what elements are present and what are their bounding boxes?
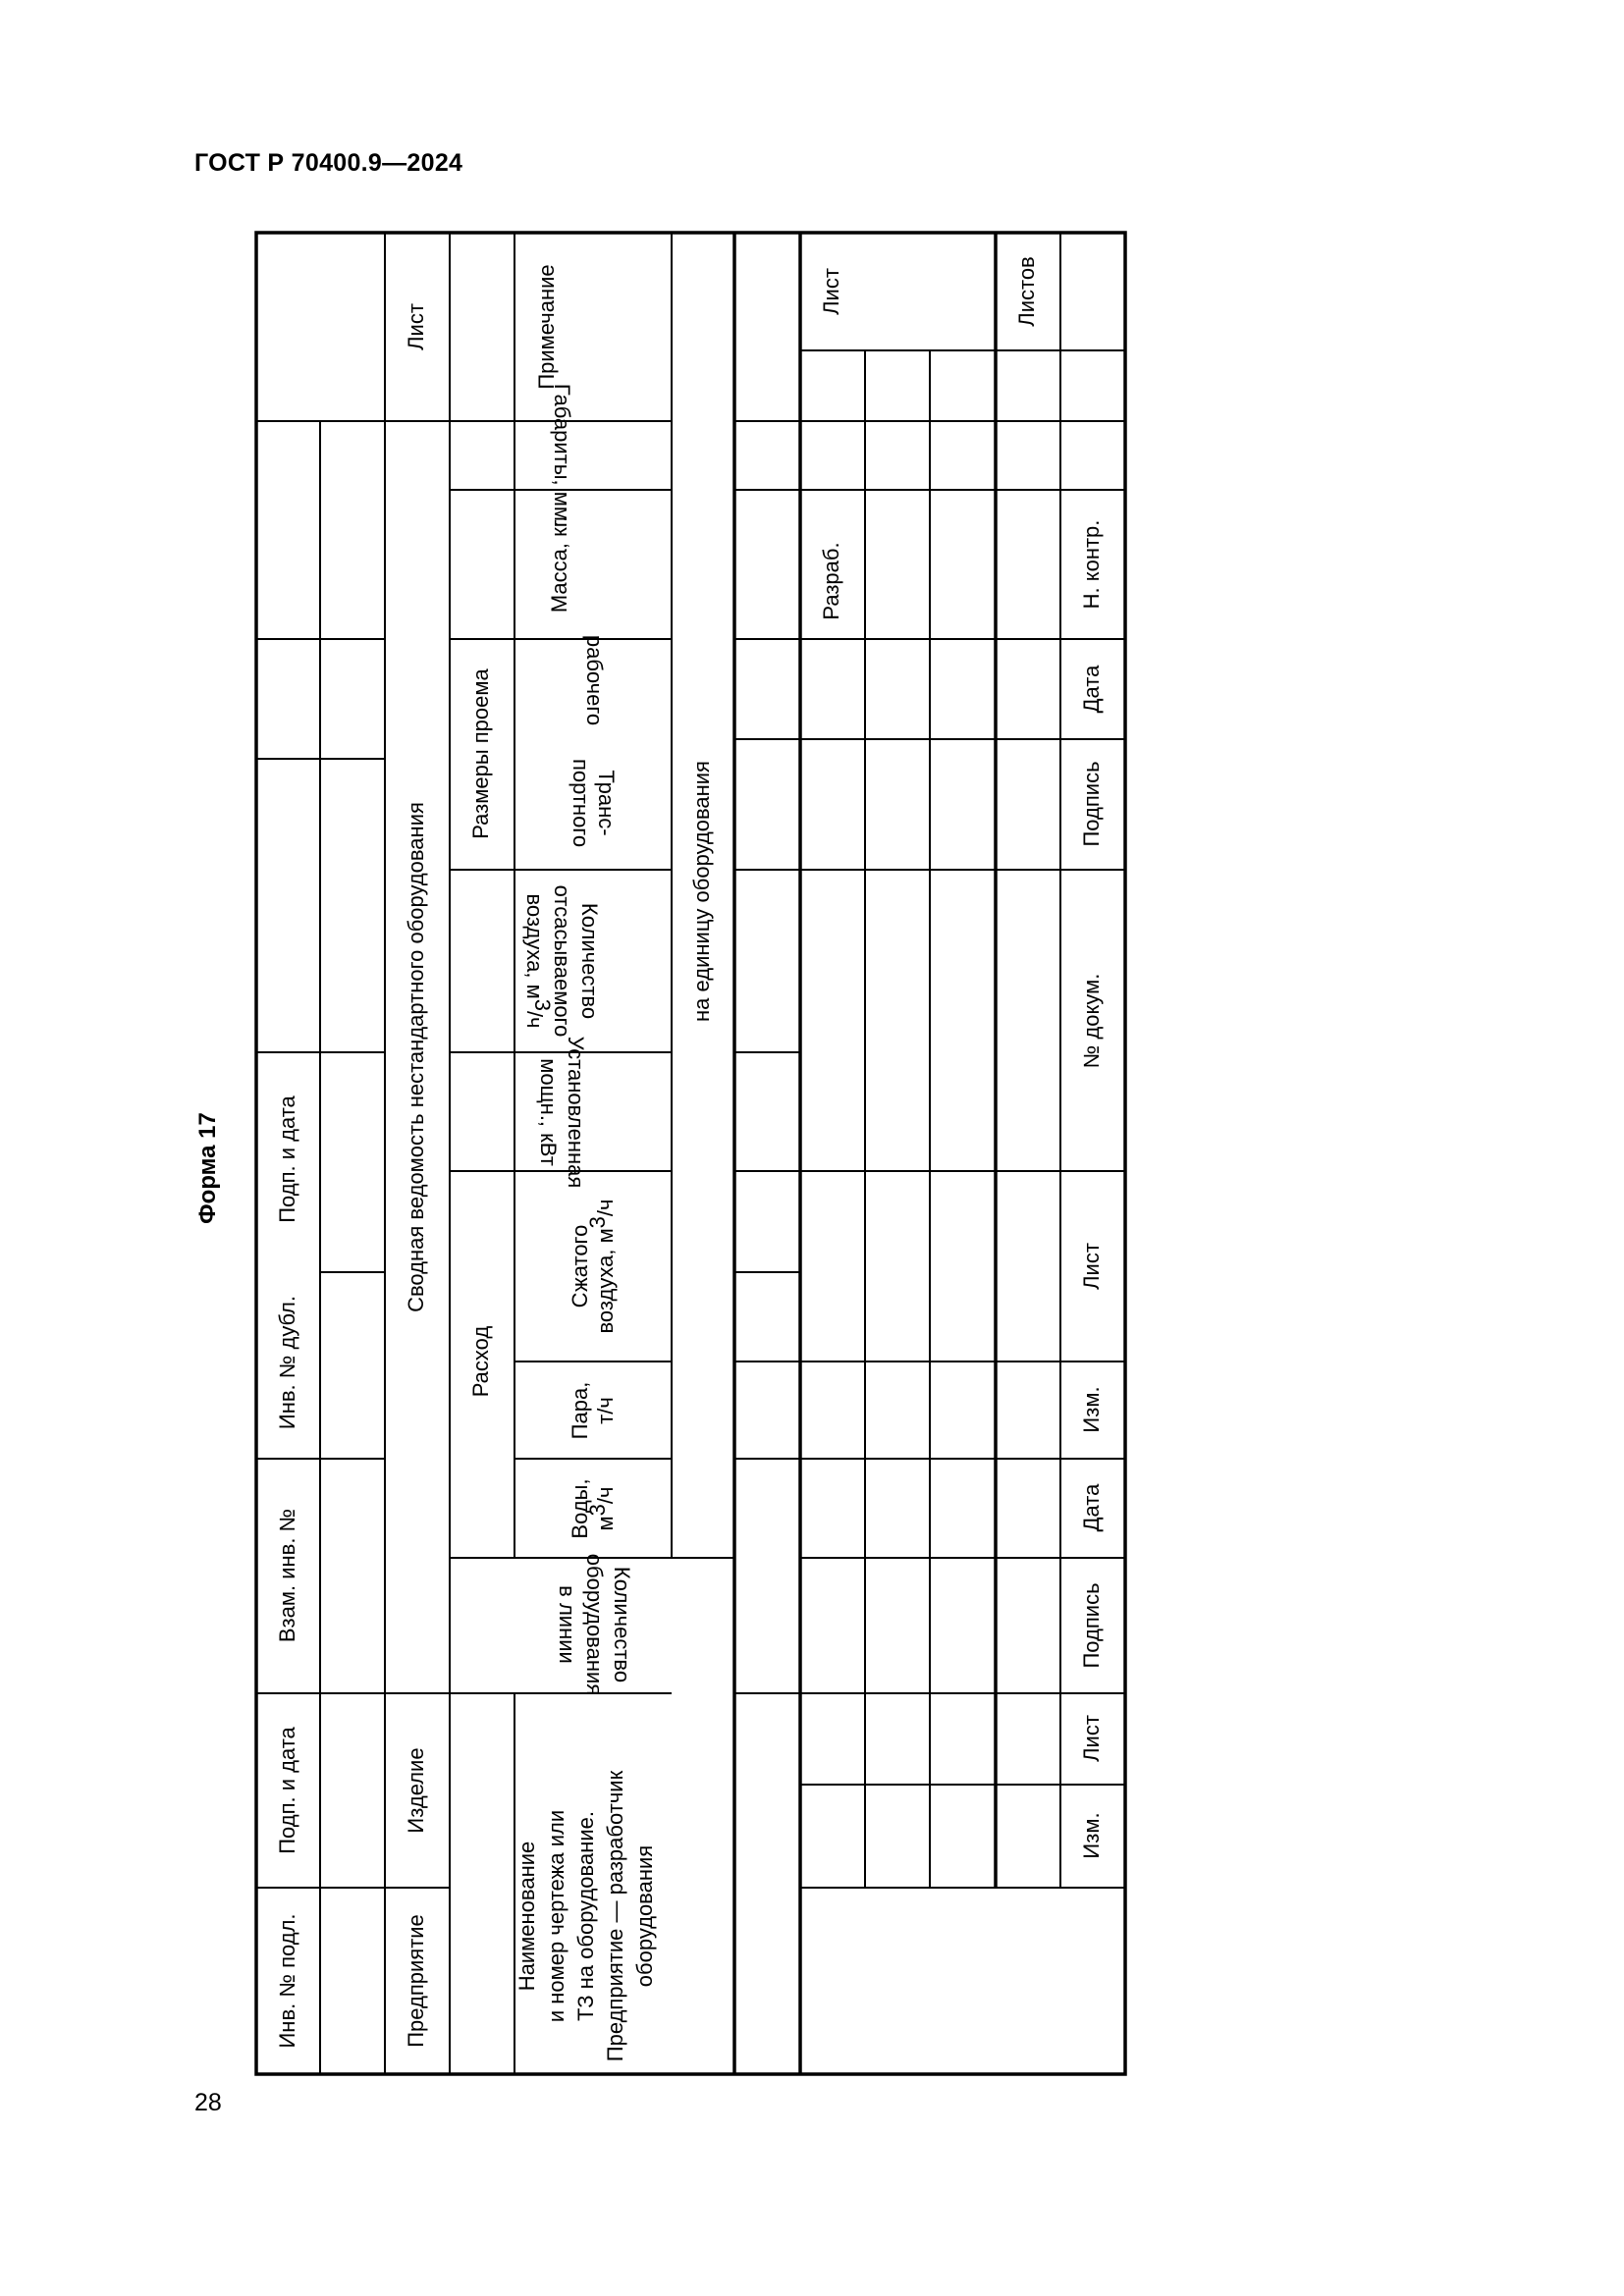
stamp-podp-data-1: Подп. и дата — [274, 1727, 299, 1854]
quantity-header — [555, 1554, 634, 1695]
predpriyatie-label: Предприятие — [403, 1914, 428, 2048]
tb-n-kontr: Н. контр. — [1078, 519, 1104, 610]
svg-text:ТЗ на оборудование.: ТЗ на оборудование. — [573, 1811, 598, 2021]
svg-text:воздуха, м3/ч: воздуха, м3/ч — [585, 1199, 618, 1334]
tb-podpis-2: Подпись — [1078, 761, 1104, 847]
svg-text:Предприятие — разработчик: Предприятие — разработчик — [603, 1770, 627, 2062]
working-header: рабочего — [582, 634, 608, 726]
stamp-inv-podl: Инв. № подл. — [274, 1913, 299, 2049]
exhaust-header — [522, 885, 602, 1038]
stamp-vzam-inv: Взам. инв. № — [274, 1508, 299, 1643]
page-number: 28 — [194, 2089, 222, 2116]
sheet-label-top: Лист — [403, 303, 428, 350]
tb-listov: Листов — [1013, 256, 1039, 327]
svg-text:Количество: Количество — [610, 1566, 634, 1683]
svg-text:м3/ч: м3/ч — [585, 1486, 618, 1531]
svg-text:отсасываемого: отсасываемого — [550, 884, 574, 1038]
tb-list-label: Лист — [818, 268, 843, 315]
air-header — [568, 1199, 618, 1333]
water-header — [568, 1478, 618, 1538]
tb-data: Дата — [1078, 1483, 1104, 1532]
svg-text:и номер чертежа или: и номер чертежа или — [544, 1809, 568, 2023]
tb-razrab: Разраб. — [818, 542, 843, 620]
tb-izm: Изм. — [1078, 1812, 1104, 1859]
tb-izm-2: Изм. — [1078, 1386, 1104, 1433]
tb-podpis: Подпись — [1078, 1582, 1104, 1669]
izdelie-label: Изделие — [403, 1747, 428, 1834]
consumption-header: Расход — [467, 1325, 493, 1398]
document-title: ГОСТ Р 70400.9—2024 — [194, 149, 463, 177]
svg-text:Пара,: Пара, — [568, 1381, 592, 1440]
svg-text:портного: портного — [568, 758, 593, 848]
stamp-inv-dubl: Инв. № дубл. — [274, 1295, 299, 1430]
power-header — [536, 1037, 588, 1189]
svg-text:т/ч: т/ч — [593, 1397, 618, 1424]
tb-data-2: Дата — [1078, 665, 1104, 714]
transport-header — [568, 759, 619, 847]
svg-text:Сжатого: Сжатого — [568, 1224, 592, 1308]
stamp-podp-data-2: Подп. и дата — [274, 1095, 299, 1223]
tb-n-dokum: № докум. — [1078, 973, 1104, 1069]
svg-text:оборудования: оборудования — [632, 1844, 657, 1988]
form-label: Форма 17 — [194, 1112, 221, 1224]
svg-text:оборудования: оборудования — [582, 1553, 607, 1696]
svg-text:Транс-: Транс- — [594, 770, 619, 836]
steam-header — [568, 1382, 618, 1440]
dimensions-header: Габариты, мм. — [550, 383, 575, 528]
note-header: Примечание — [533, 264, 559, 390]
svg-text:в линии: в линии — [555, 1585, 579, 1664]
svg-text:Установленная: Установленная — [564, 1036, 588, 1189]
name-column-header — [514, 1770, 657, 2061]
svg-text:мощн., кВт: мощн., кВт — [536, 1058, 561, 1166]
svg-text:воздуха, м3/ч: воздуха, м3/ч — [522, 893, 555, 1029]
svg-text:Воды,: Воды, — [568, 1478, 592, 1539]
mass-header: Масса, кг. — [546, 515, 571, 614]
tb-list: Лист — [1078, 1715, 1104, 1762]
form-title: Сводная ведомость нестандартного оборудования — [403, 802, 428, 1312]
opening-header: Размеры проема — [467, 668, 493, 839]
per-unit-header: на единицу оборудования — [688, 761, 714, 1022]
svg-text:Наименование: Наименование — [514, 1841, 539, 1992]
tb-list-2: Лист — [1078, 1243, 1104, 1290]
svg-text:Количество: Количество — [577, 902, 602, 1020]
